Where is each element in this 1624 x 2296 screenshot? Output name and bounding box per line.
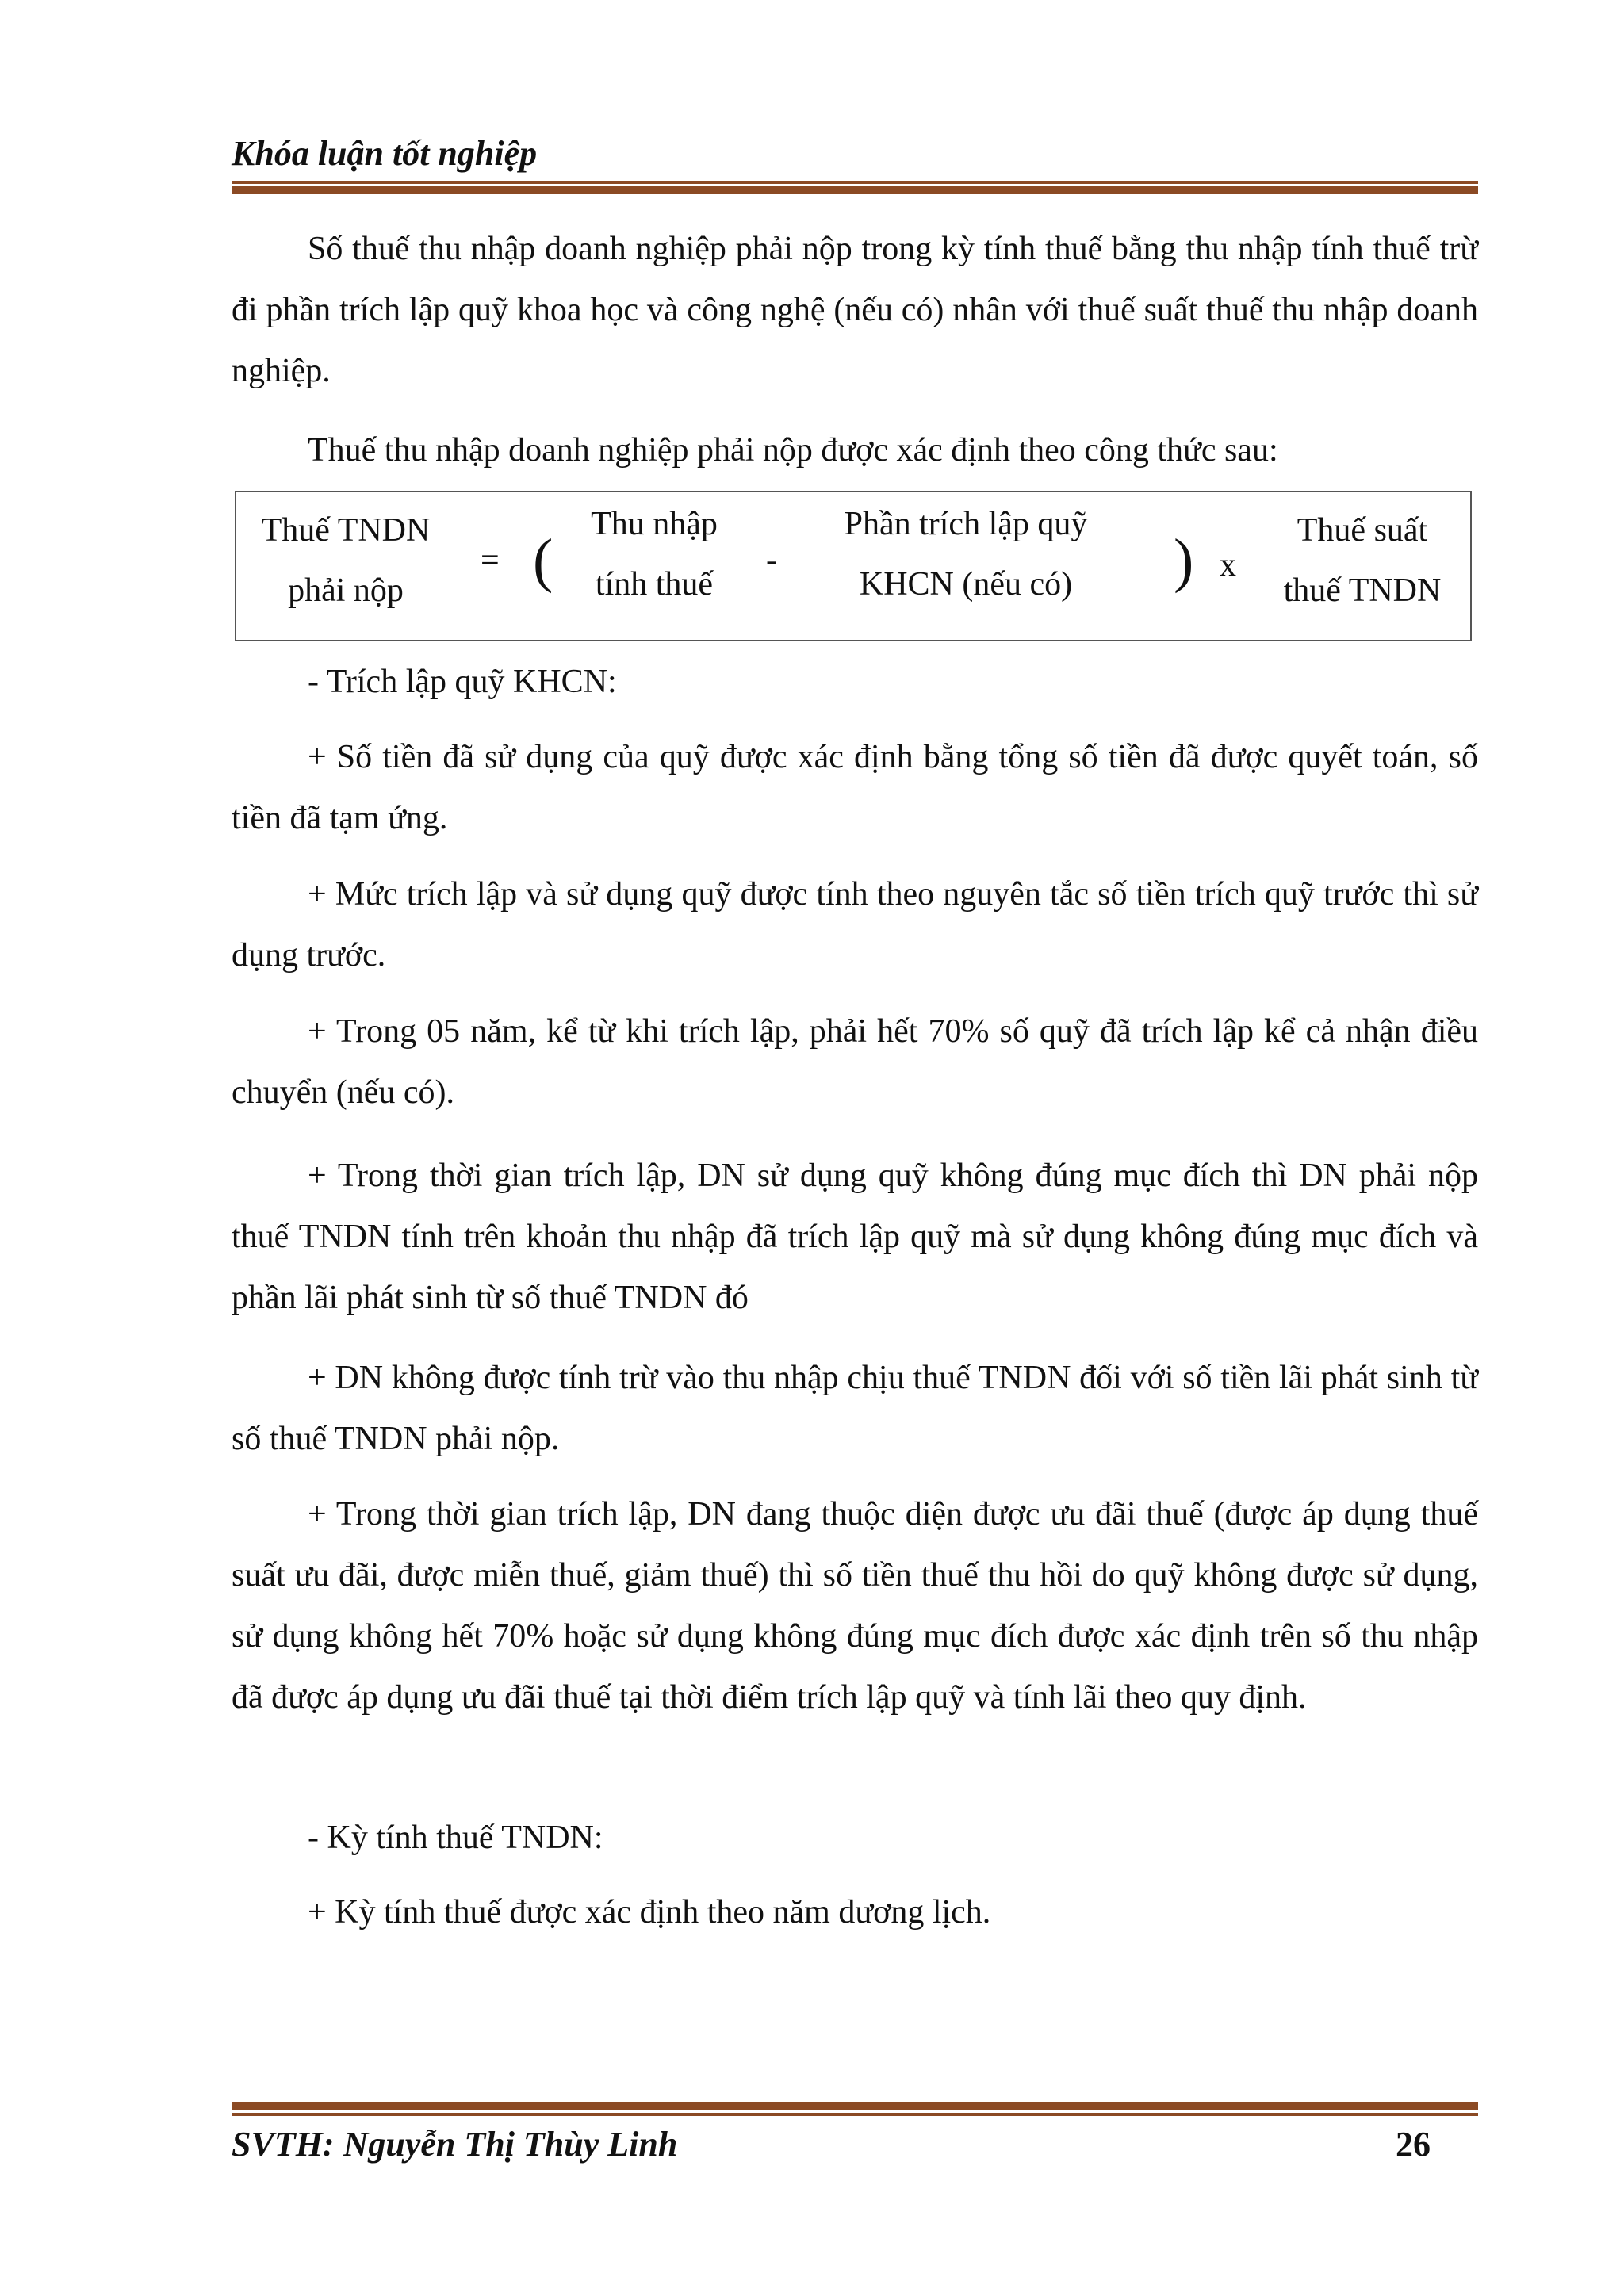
paragraph-2: Thuế thu nhập doanh nghiệp phải nộp được xác định theo công thức sau:	[308, 432, 1278, 469]
formula-term2-line2: KHCN (nếu có)	[859, 566, 1073, 603]
formula-open-paren: (	[533, 527, 553, 594]
paragraph-3: - Trích lập quỹ KHCN:	[308, 664, 617, 700]
formula-term2-line1: Phần trích lập quỹ	[844, 506, 1088, 542]
formula-lhs	[251, 500, 441, 621]
formula-box	[235, 491, 1472, 641]
formula-term-khcn-fund	[815, 494, 1116, 614]
footer-author: SVTH: Nguyễn Thị Thùy Linh	[232, 2125, 678, 2164]
header-rule-thin	[232, 181, 1478, 184]
paragraph-7: + Trong thời gian trích lập, DN sử dụng quỹ không đúng mục đích thì DN phải nộp thuế TNDN tính trên khoản thu nhập đã trích lập quỹ mà sử dụng không đúng mục đích và phần lãi phát sinh từ số thuế TNDN đó	[232, 1158, 1478, 1316]
formula-equals: =	[481, 542, 500, 579]
footer-rule-thick	[232, 2102, 1478, 2110]
page-number: 26	[1396, 2125, 1431, 2164]
running-header-title: Khóa luận tốt nghiệp	[232, 134, 538, 173]
paragraph-10: - Kỳ tính thuế TNDN:	[308, 1820, 603, 1856]
header-rule-thick	[232, 186, 1478, 194]
paragraph-1: Số thuế thu nhập doanh nghiệp phải nộp trong kỳ tính thuế bằng thu nhập tính thuế trừ đi phần trích lập quỹ khoa học và công nghệ (nếu có) nhân với thuế suất thuế thu nhập doanh nghiệp.	[232, 231, 1478, 389]
formula-times: x	[1220, 547, 1236, 584]
footer-rule-thin	[232, 2113, 1478, 2116]
paragraph-5: + Mức trích lập và sử dụng quỹ được tính theo nguyên tắc số tiền trích quỹ trước thì sử dụng trước.	[232, 876, 1478, 974]
paragraph-11: + Kỳ tính thuế được xác định theo năm dương lịch.	[308, 1894, 991, 1931]
formula-lhs-line2: phải nộp	[288, 572, 404, 609]
formula-term1-line1: Thu nhập	[591, 506, 718, 542]
paragraph-6: + Trong 05 năm, kể từ khi trích lập, phải hết 70% số quỹ đã trích lập kể cả nhận điều chuyển (nếu có).	[232, 1013, 1478, 1111]
formula-close-paren: )	[1174, 527, 1194, 594]
formula-term3-line1: Thuế suất	[1297, 512, 1428, 549]
paragraph-8: + DN không được tính trừ vào thu nhập chịu thuế TNDN đối với số tiền lãi phát sinh từ số thuế TNDN phải nộp.	[232, 1360, 1478, 1457]
formula-term-taxable-income	[563, 494, 745, 614]
paragraph-9: + Trong thời gian trích lập, DN đang thuộc diện được ưu đãi thuế (được áp dụng thuế suất ưu đãi, được miễn thuế, giảm thuế) thì số tiền thuế thu hồi do quỹ không được sử dụng, sử dụng không hết 70% hoặc sử dụng không đúng mục đích được xác định trên số thu nhập đã được áp dụng ưu đãi thuế tại thời điểm trích lập quỹ và tính lãi theo quy định.	[232, 1496, 1478, 1716]
formula-term1-line2: tính thuế	[595, 566, 714, 603]
formula-term3-line2: thuế TNDN	[1283, 572, 1442, 609]
formula-term-tax-rate	[1267, 500, 1457, 621]
paragraph-4: + Số tiền đã sử dụng của quỹ được xác định bằng tổng số tiền đã được quyết toán, số tiền đã tạm ứng.	[232, 739, 1478, 836]
formula-minus: -	[766, 542, 777, 579]
formula-lhs-line1: Thuế TNDN	[261, 512, 431, 549]
